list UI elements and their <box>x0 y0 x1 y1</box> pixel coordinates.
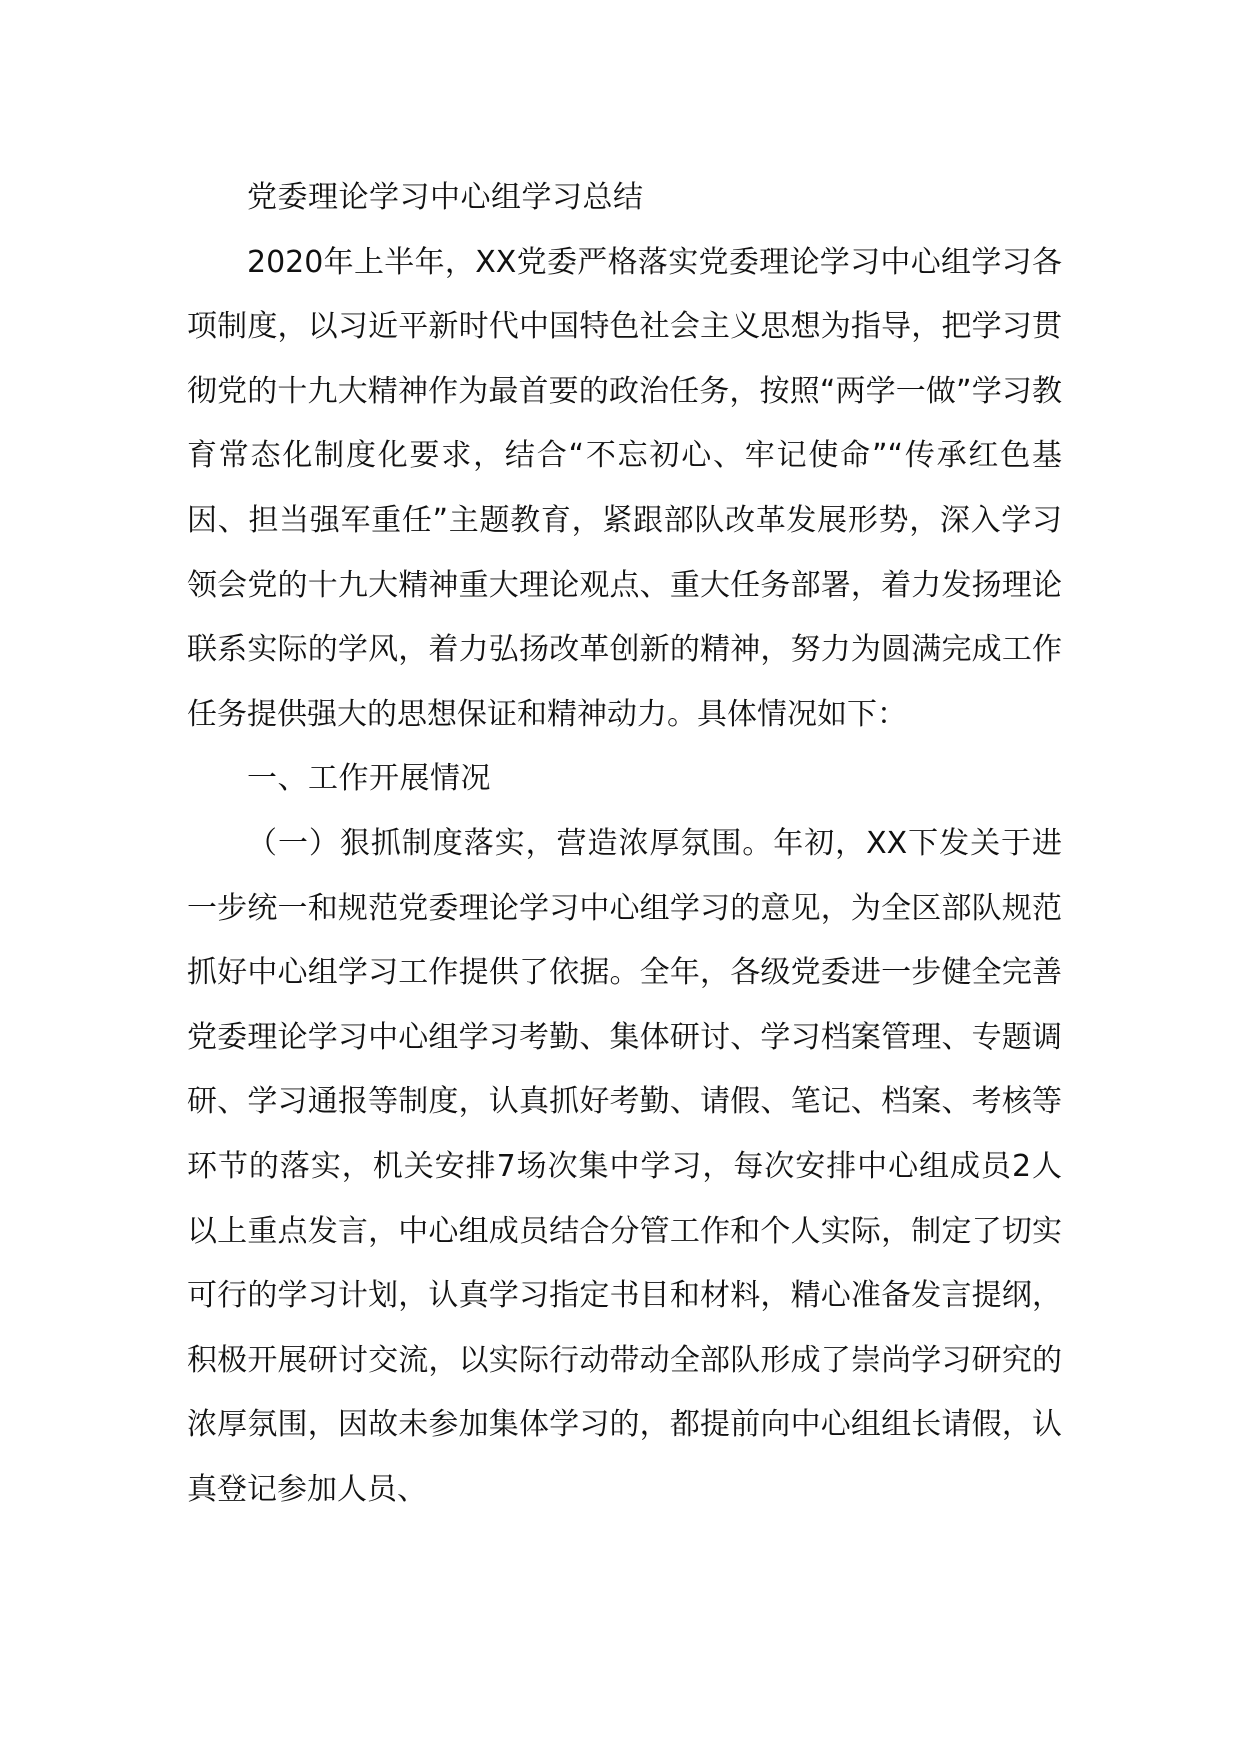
intro-paragraph: 2020年上半年，XX党委严格落实党委理论学习中心组学习各项制度，以习近平新时代中国特色社会主义思想为指导，把学习贯彻党的十九大精神作为最首要的政治任务，按照“两学一做”学习教育常态化制度化要求，结合“不忘初心、牢记使命”“传承红色基因、担当强军重任”主题教育，紧跟部队改革发展形势，深入学习领会党的十九大精神重大理论观点、重大任务部署，着力发扬理论联系实际的学风，着力弘扬改革创新的精神，努力为圆满完成工作任务提供强大的思想保证和精神动力。具体情况如下： <box>187 244 1062 732</box>
document-body <box>187 166 1062 1522</box>
section-paragraph: （一）狠抓制度落实，营造浓厚氛围。年初，XX下发关于进一步统一和规范党委理论学习中心组学习的意见，为全区部队规范抓好中心组学习工作提供了依据。全年，各级党委进一步健全完善党委理论学习中心组学习考勤、集体研讨、学习档案管理、专题调研、学习通报等制度，认真抓好考勤、请假、笔记、档案、考核等环节的落实，机关安排7场次集中学习，每次安排中心组成员2人以上重点发言，中心组成员结合分管工作和个人实际，制定了切实可行的学习计划，认真学习指定书目和材料，精心准备发言提纲，积极开展研讨交流，以实际行动带动全部队形成了崇尚学习研究的浓厚氛围，因故未参加集体学习的，都提前向中心组组长请假，认真登记参加人员、 <box>187 825 1062 1507</box>
document-title: 党委理论学习中心组学习总结 <box>247 180 644 215</box>
section-heading: 一、工作开展情况 <box>247 761 491 797</box>
